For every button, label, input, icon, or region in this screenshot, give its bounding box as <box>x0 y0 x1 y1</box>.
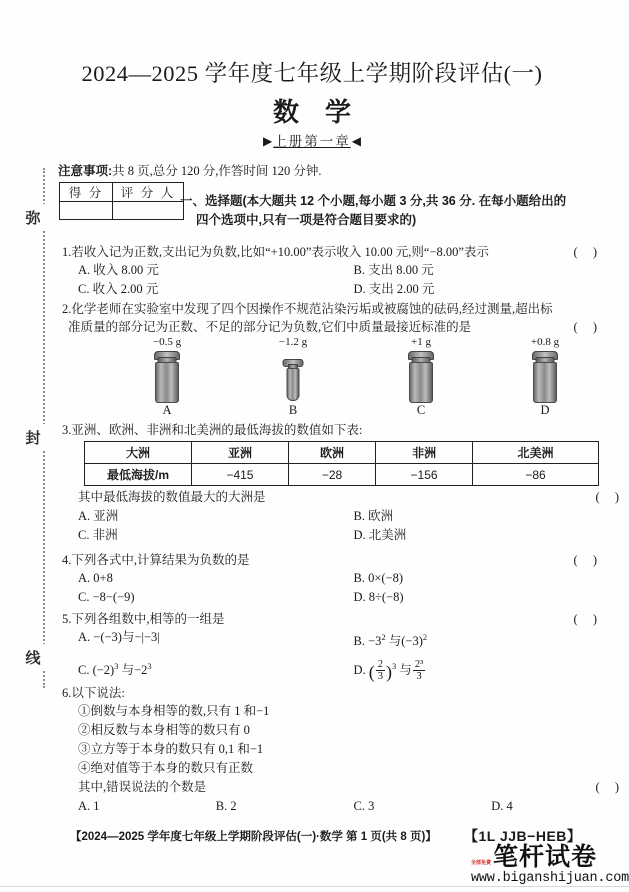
weights-figure <box>78 336 598 420</box>
question-6-option-a[interactable]: A. 1 <box>78 799 100 813</box>
weight-b-value: −1.2 g <box>278 336 308 348</box>
question-2-answer-bracket[interactable]: ( ) <box>573 320 603 334</box>
question-4-text: 下列各式中,计算结果为负数的是 <box>71 553 250 567</box>
seal-char-1: 封 <box>21 424 45 451</box>
footer-code: 【1L JJB−HEB】 <box>464 828 582 844</box>
question-4-options <box>56 569 629 607</box>
weight-a-icon <box>124 349 210 403</box>
table-cell-europe: −28 <box>288 464 375 486</box>
question-5-stem <box>62 610 629 628</box>
table-header-2: 欧洲 <box>288 442 375 464</box>
option-row <box>78 628 629 651</box>
question-4-option-c[interactable]: C. −8−(−9) <box>78 590 135 604</box>
table-cell-asia: −415 <box>192 464 289 486</box>
question-2-text-line1: 化学老师在实验室中发现了四个因操作不规范沾染污垢或被腐蚀的砝码,经过测量,超出标 <box>71 302 553 316</box>
brand-url: www.biganshijuan.com <box>471 871 629 886</box>
question-3-text: 亚洲、欧洲、非洲和北美洲的最低海拔的数值如下表: <box>71 423 363 437</box>
question-3-options <box>56 507 629 545</box>
weight-option-b <box>250 336 336 417</box>
chapter-label: 上册第一章 <box>273 134 351 149</box>
question-1-option-a[interactable]: A. 收入 8.00 元 <box>78 263 159 277</box>
option-row <box>78 261 629 280</box>
option-row <box>78 507 629 526</box>
option-row <box>78 797 629 816</box>
question-6-option-c[interactable]: C. 3 <box>353 799 375 813</box>
weight-d-value: +0.8 g <box>530 336 560 348</box>
brand-badge: 全部免费 <box>471 860 492 866</box>
triangle-left-icon: ▶ <box>263 134 273 148</box>
question-4-option-d[interactable]: D. 8÷(−8) <box>353 590 404 604</box>
altitude-table <box>84 441 599 486</box>
seal-margin <box>0 0 56 892</box>
question-2-number: 2. <box>62 302 72 316</box>
weight-option-d <box>502 336 588 417</box>
question-1-options <box>56 261 629 299</box>
question-1 <box>56 243 629 299</box>
weight-c-label: C <box>416 403 426 417</box>
question-5 <box>56 610 629 685</box>
question-2-text-line2-wrap <box>56 318 629 337</box>
question-5-options <box>56 628 629 685</box>
question-4 <box>56 551 629 607</box>
question-4-option-a[interactable]: A. 0+8 <box>78 571 113 585</box>
question-6-text: 以下说法: <box>71 686 125 700</box>
score-box <box>59 182 184 220</box>
option-row <box>78 280 629 299</box>
brand-watermark <box>471 844 629 887</box>
table-cell-africa: −156 <box>376 464 473 486</box>
question-1-option-b[interactable]: B. 支出 8.00 元 <box>353 263 434 277</box>
question-6-number: 6. <box>62 686 72 700</box>
question-6-option-b[interactable]: B. 2 <box>215 799 237 813</box>
page-title: 2024—2025 学年度七年级上学期阶段评估(一) <box>81 61 543 86</box>
question-3-option-b[interactable]: B. 欧洲 <box>353 509 394 523</box>
question-3-option-a[interactable]: A. 亚洲 <box>78 509 119 523</box>
question-3-number: 3. <box>62 423 72 437</box>
question-3-body <box>56 488 629 545</box>
frac2-num: 2³ <box>414 658 424 670</box>
option-row <box>78 588 629 607</box>
question-6-subtext: 其中,错误说法的个数是 <box>78 780 207 794</box>
section-heading-line1: 一、选择题(本大题共 12 个小题,每小题 3 分,共 36 分. 在每小题给出的 <box>180 194 567 208</box>
question-6-sub-wrap <box>56 778 629 797</box>
score-box-header-score: 得 分 <box>60 183 113 202</box>
table-row <box>85 464 599 486</box>
triangle-right-icon: ◀ <box>351 134 361 148</box>
frac2-den: 3 <box>416 671 422 683</box>
brand-name: 笔杆试卷 <box>493 843 598 871</box>
table-header-3: 非洲 <box>376 442 473 464</box>
question-2 <box>56 300 629 337</box>
question-5-option-b[interactable]: B. $-3^2$ 与$(-3)^2$ <box>353 632 428 649</box>
footer-text: 【2024—2025 学年度七年级上学期阶段评估(一)·数学 第 1 页(共 8 页)】 <box>70 831 437 843</box>
question-6 <box>56 684 629 816</box>
question-3 <box>56 421 629 439</box>
weight-b-icon <box>250 349 336 403</box>
frac-den: 3 <box>377 671 384 683</box>
notice-label: 注意事项: <box>58 164 113 178</box>
question-1-answer-bracket[interactable]: ( ) <box>573 245 603 259</box>
bottom-rule <box>0 886 629 887</box>
table-row-label: 最低海拔/m <box>85 464 192 486</box>
question-4-number: 4. <box>62 553 72 567</box>
weight-option-c <box>378 336 464 417</box>
question-6-stem <box>62 684 629 702</box>
question-5-option-c[interactable]: C. $(-2)^3$ 与$-2^3$ <box>78 661 152 678</box>
notice-text: 共 8 页,总分 120 分,作答时间 120 分钟. <box>112 164 322 178</box>
exam-sheet <box>56 0 629 892</box>
weight-a-value: −0.5 g <box>152 336 182 348</box>
question-6-answer-bracket[interactable]: ( ) <box>595 780 625 794</box>
chapter-band <box>56 130 568 150</box>
seal-char-0: 弥 <box>21 204 45 231</box>
seal-char-2: 线 <box>21 644 45 671</box>
weight-option-a <box>124 336 210 417</box>
score-box-value-grader[interactable] <box>113 202 184 220</box>
question-4-stem <box>62 551 629 569</box>
question-6-options <box>56 797 629 816</box>
question-3-option-d[interactable]: D. 北美洲 <box>353 528 407 542</box>
table-header-4: 北美洲 <box>473 442 599 464</box>
score-box-header-grader: 评 分 人 <box>113 183 184 202</box>
table-row <box>85 442 599 464</box>
weight-d-icon <box>502 349 588 403</box>
question-3-subtext: 其中最低海拔的数值最大的大洲是 <box>78 490 266 504</box>
question-1-stem <box>62 243 629 261</box>
question-6-statement-2: ③立方等于本身的数只有 0,1 和−1 <box>78 742 264 756</box>
subject-title: 数学 <box>272 97 377 127</box>
question-5-text: 下列各组数中,相等的一组是 <box>71 612 225 626</box>
option-row <box>78 526 629 545</box>
question-2-text-line2: 准质量的部分记为正数、不足的部分记为负数,它们中质量最接近标准的是 <box>68 320 472 334</box>
table-header-0: 大洲 <box>85 442 192 464</box>
question-4-answer-bracket[interactable]: ( ) <box>573 553 603 567</box>
question-1-number: 1. <box>62 245 72 259</box>
section-heading-line2: 四个选项中,只有一项是符合题目要求的) <box>196 213 417 227</box>
weight-c-value: +1 g <box>411 336 431 348</box>
weight-d-label: D <box>540 403 550 417</box>
question-3-answer-bracket[interactable]: ( ) <box>595 490 625 504</box>
table-header-1: 亚洲 <box>192 442 289 464</box>
question-3-stem <box>62 421 629 439</box>
question-5-answer-bracket[interactable]: ( ) <box>573 612 603 626</box>
question-5-number: 5. <box>62 612 72 626</box>
question-2-stem <box>62 300 629 318</box>
question-1-text: 若收入记为正数,支出记为负数,比如“+10.00”表示收入 10.00 元,则“−8.00”表示 <box>71 245 489 259</box>
question-3-sub-wrap <box>56 488 629 507</box>
weight-b-label: B <box>288 403 298 417</box>
frac-num: 2 <box>377 658 384 670</box>
weight-c-icon <box>378 349 464 403</box>
table-cell-north-america: −86 <box>473 464 599 486</box>
frac-exp: 3 <box>392 661 397 672</box>
question-6-option-d[interactable]: D. 4 <box>491 799 513 813</box>
question-4-option-b[interactable]: B. 0×(−8) <box>353 571 404 585</box>
question-6-statement-0: ①倒数与本身相等的数,只有 1 和−1 <box>78 704 270 718</box>
score-box-value-score[interactable] <box>60 202 113 220</box>
section-heading <box>180 192 580 230</box>
option-row <box>78 569 629 588</box>
question-1-option-d[interactable]: D. 支出 2.00 元 <box>353 282 435 296</box>
question-3-option-c[interactable]: C. 非洲 <box>78 528 118 542</box>
notice <box>58 161 322 179</box>
question-6-statement-1: ②相反数与本身相等的数只有 0 <box>78 723 250 737</box>
weight-a-label: A <box>162 403 172 417</box>
question-5-option-a[interactable]: A. −(−3)与−|−3| <box>78 630 160 644</box>
option-row <box>78 651 629 685</box>
question-1-option-c[interactable]: C. 收入 2.00 元 <box>78 282 159 296</box>
question-5-option-d[interactable]: D. ( $\frac{2}{3}$ )$^3$ 与 $\frac{\text{2³}}{3}$ <box>353 658 424 683</box>
question-6-statement-3: ④绝对值等于本身的数只有正数 <box>78 761 254 775</box>
